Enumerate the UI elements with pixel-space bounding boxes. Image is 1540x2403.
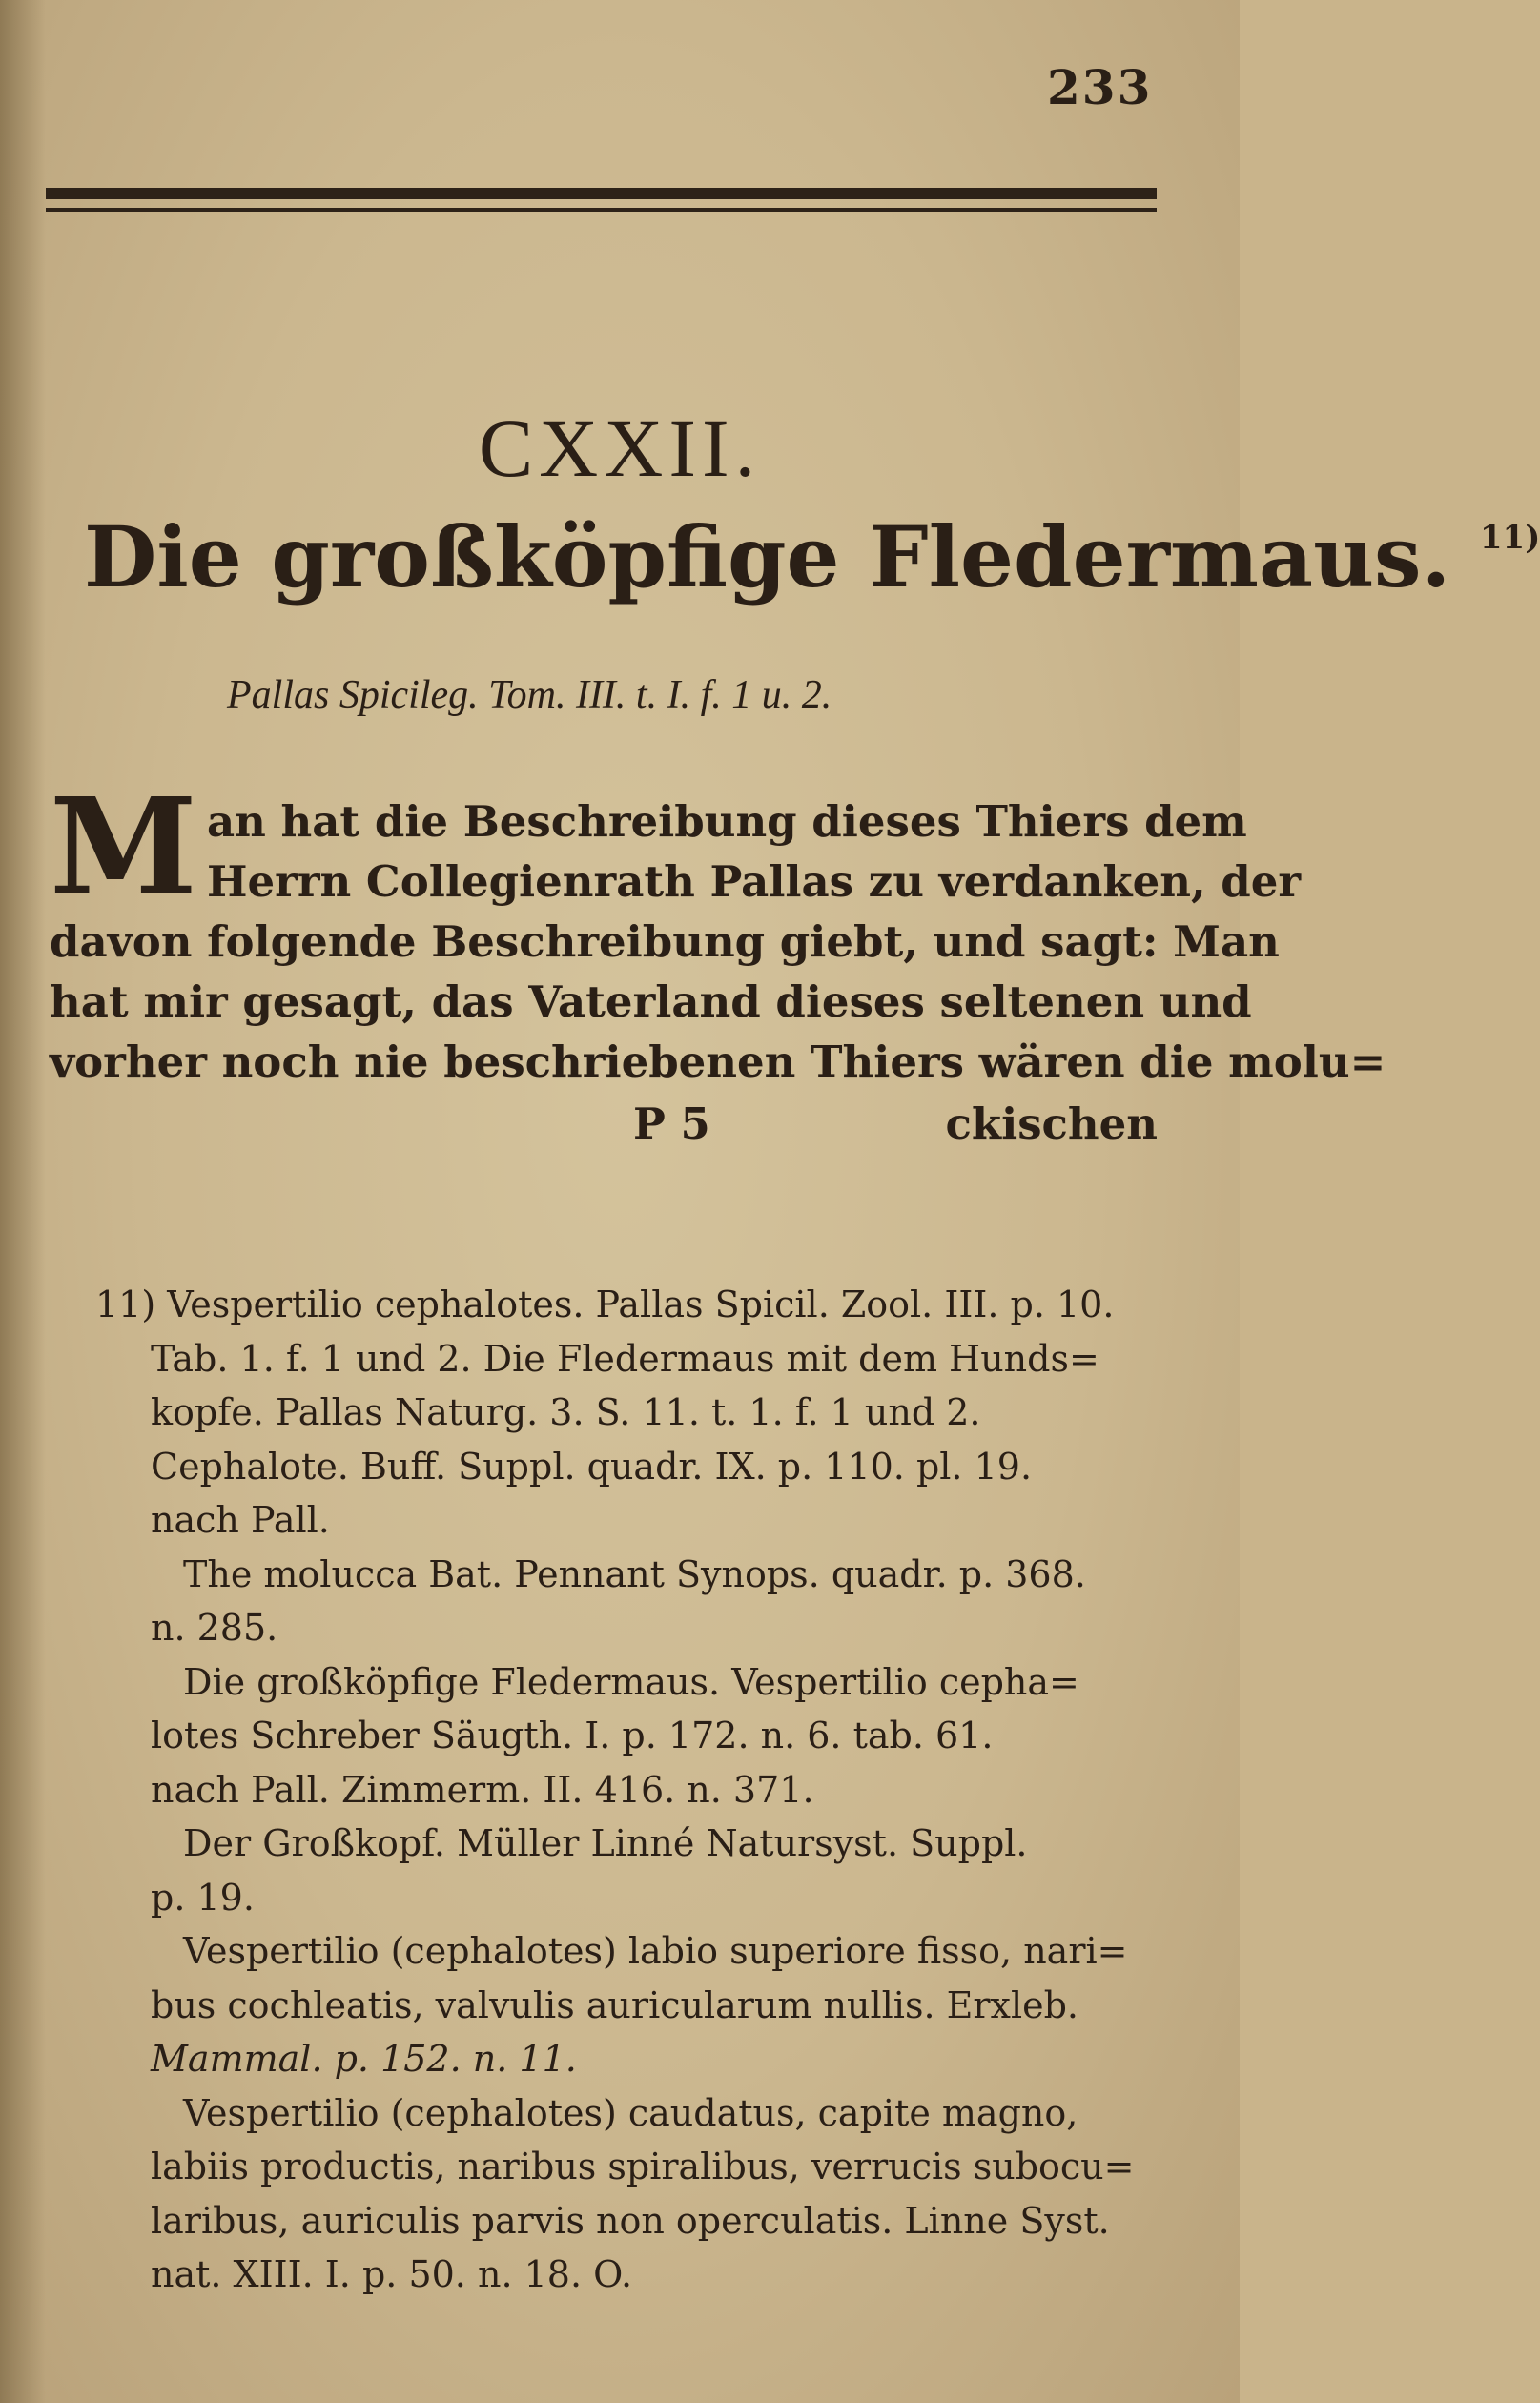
footnote-line: The molucca Bat. Pennant Synops. quadr. p. 368.	[183, 1552, 1086, 1595]
footnote-line: Tab. 1. f. 1 und 2. Die Fledermaus mit dem Hunds=	[151, 1337, 1099, 1380]
page-footer-line	[50, 1099, 1175, 1156]
chapter-title-text: Die großköpfige Fledermaus.	[84, 507, 1451, 606]
chapter-number: CXXII.	[478, 402, 762, 494]
footnote-line: labiis productis, naribus spiralibus, verrucis subocu=	[151, 2146, 1135, 2187]
footnote-line: Cephalote. Buff. Suppl. quadr. IX. p. 110. pl. 19.	[151, 1445, 1033, 1488]
footnote-line: laribus, auriculis parvis non operculatis. Linne Syst.	[151, 2199, 1110, 2242]
catchword: ckischen	[945, 1099, 1158, 1149]
body-line: vorher noch nie beschriebenen Thiers wären die molu=	[50, 1037, 1386, 1087]
body-text	[50, 770, 1386, 1092]
header-rule-thick	[46, 188, 1157, 199]
footnote-line: Mammal. p. 152. n. 11.	[151, 2038, 577, 2080]
page-number: 233	[1047, 59, 1153, 115]
footnote-line: lotes Schreber Säugth. I. p. 172. n. 6. tab. 61.	[151, 1715, 994, 1756]
footnote-line: nat. XIII. I. p. 50. n. 18. O.	[151, 2253, 633, 2295]
header-rule-thin	[46, 208, 1157, 212]
body-line: Herrn Collegienrath Pallas zu verdanken, der	[206, 856, 1302, 907]
footnote-line: kopfe. Pallas Naturg. 3. S. 11. t. 1. f. 1 und 2.	[151, 1391, 981, 1433]
footnote-line: Der Großkopf. Müller Linné Natursyst. Suppl.	[183, 1822, 1028, 1864]
footnote-line: n. 285.	[151, 1607, 278, 1649]
title-footnote-ref: 11)	[1479, 519, 1540, 557]
footnote-line: Vespertilio (cephalotes) labio superiore fisso, nari=	[183, 1930, 1128, 1972]
footnote-line: nach Pall. Zimmerm. II. 416. n. 371.	[151, 1768, 814, 1811]
signature-mark: P 5	[633, 1099, 710, 1149]
body-line: an hat die Beschreibung dieses Thiers dem	[206, 796, 1247, 847]
body-line: hat mir gesagt, das Vaterland dieses seltenen und	[50, 976, 1252, 1027]
footnote-line: Vespertilio (cephalotes) caudatus, capite magno,	[183, 2091, 1078, 2134]
footnote-line: 11) Vespertilio cephalotes. Pallas Spicil. Zool. III. p. 10.	[95, 1284, 1115, 1325]
citation: Pallas Spicileg. Tom. III. t. I. f. 1 u. 2.	[227, 673, 832, 717]
body-line: davon folgende Beschreibung giebt, und sagt: Man	[50, 916, 1280, 967]
footnote	[57, 1278, 1173, 2302]
page-edge-shadow	[0, 0, 46, 2403]
chapter-title	[84, 507, 1540, 606]
drop-cap: M	[50, 770, 197, 926]
footnote-line: Die großköpfige Fledermaus. Vespertilio cepha=	[183, 1660, 1079, 1703]
footnote-line: p. 19.	[151, 1876, 255, 1919]
footnote-line: bus cochleatis, valvulis auricularum nullis. Erxleb.	[151, 1983, 1078, 2026]
footnote-line: nach Pall.	[151, 1499, 330, 1541]
